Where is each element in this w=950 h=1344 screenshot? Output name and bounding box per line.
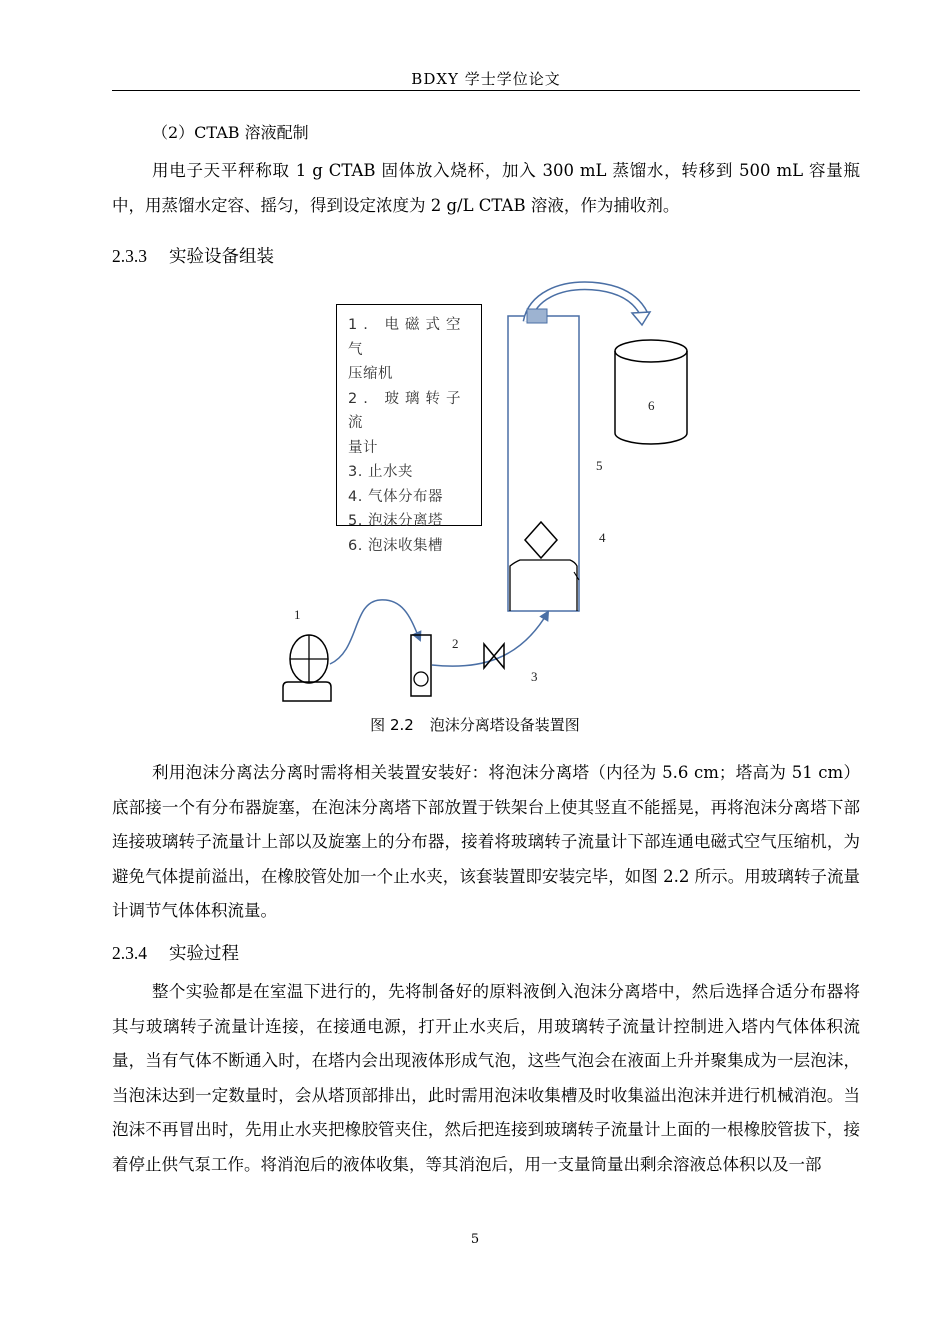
- legend-item-2a: 2. 玻璃转子流: [348, 390, 467, 431]
- hose-2: [432, 612, 548, 666]
- rotameter: [411, 635, 431, 696]
- section-heading-2-3-4: [112, 940, 239, 965]
- foam-column: [508, 316, 579, 611]
- section-number: 2.3.4: [112, 943, 147, 963]
- legend-item-5: 5. 泡沫分离塔: [348, 513, 443, 529]
- label-6: 6: [648, 398, 655, 413]
- legend-item-4: 4. 气体分布器: [348, 488, 443, 505]
- paragraph-assembly: 利用泡沫分离法分离时需将相关装置安装好：将泡沫分离塔（内径为 5.6 cm；塔高为 51 cm）底部接一个有分布器旋塞，在泡沫分离塔下部放置于铁架台上使其竖直不能摇晃，再将泡沫分离塔下部连接玻璃转子流量计上部以及旋塞上的分布器，接着将玻璃转子流量计下部连通电磁式空气压缩机，为避免气体提前溢出，在橡胶管处加一个止水夹，该套装置即安装完毕，如图 2.2 所示。用玻璃转子流量计调节气体体积流量。: [112, 763, 860, 921]
- legend-item-1a: 1. 电磁式空气: [348, 317, 467, 358]
- label-2: 2: [452, 636, 459, 651]
- label-4: 4: [599, 530, 606, 545]
- page-number: 5: [470, 1232, 480, 1247]
- paragraph-ctab: 用电子天平秤称取 1 g CTAB 固体放入烧杯，加入 300 mL 蒸馏水，转移到 500 mL 容量瓶中，用蒸馏水定容、摇匀，得到设定浓度为 2 g/L CTAB 溶液，作为捕收剂。: [112, 161, 860, 215]
- overflow-arrow: [527, 286, 650, 325]
- air-compressor: [283, 635, 331, 701]
- header-rule: [112, 90, 860, 91]
- section-number: 2.3.3: [112, 246, 147, 266]
- caption-label: 图 2.2: [370, 716, 414, 734]
- paragraph-procedure: 整个实验都是在室温下进行的，先将制备好的原料液倒入泡沫分离塔中，然后选择合适分布器将其与玻璃转子流量计连接，在接通电源，打开止水夹后，用玻璃转子流量计控制进入塔内气体体积流量，当有气体不断通入时，在塔内会出现液体形成气泡，这些气泡会在液面上升并聚集成为一层泡沫，当泡沫达到一定数量时，会从塔顶部排出，此时需用泡沫收集槽及时收集溢出泡沫并进行机械消泡。当泡沫不再冒出时，先用止水夹把橡胶管夹住，然后把连接到玻璃转子流量计上面的一根橡胶管拔下，接着停止供气泵工作。将消泡后的液体收集，等其消泡后，用一支量筒量出剩余溶液总体积以及一部: [112, 982, 860, 1174]
- pinch-valve: [484, 644, 504, 668]
- label-1: 1: [294, 607, 301, 622]
- section-title: 实验设备组装: [169, 247, 274, 267]
- subsection-title: （2）CTAB 溶液配制: [152, 123, 309, 142]
- legend-item-3: 3. 止水夹: [348, 464, 413, 480]
- legend-item-2b: 量计: [348, 439, 378, 456]
- section-title: 实验过程: [169, 944, 239, 964]
- page-header: BDXY 学士学位论文: [411, 70, 561, 88]
- caption-text: 泡沫分离塔设备装置图: [429, 716, 580, 734]
- legend-item-6: 6. 泡沫收集槽: [348, 537, 443, 554]
- collection-tank: [615, 340, 687, 444]
- legend-item-1b: 压缩机: [348, 366, 393, 382]
- figure-legend: [336, 304, 482, 554]
- label-3: 3: [531, 669, 538, 684]
- hose-1: [330, 600, 420, 664]
- label-5: 5: [596, 458, 603, 473]
- section-heading-2-3-3: [112, 243, 274, 268]
- figure-caption: [0, 714, 950, 735]
